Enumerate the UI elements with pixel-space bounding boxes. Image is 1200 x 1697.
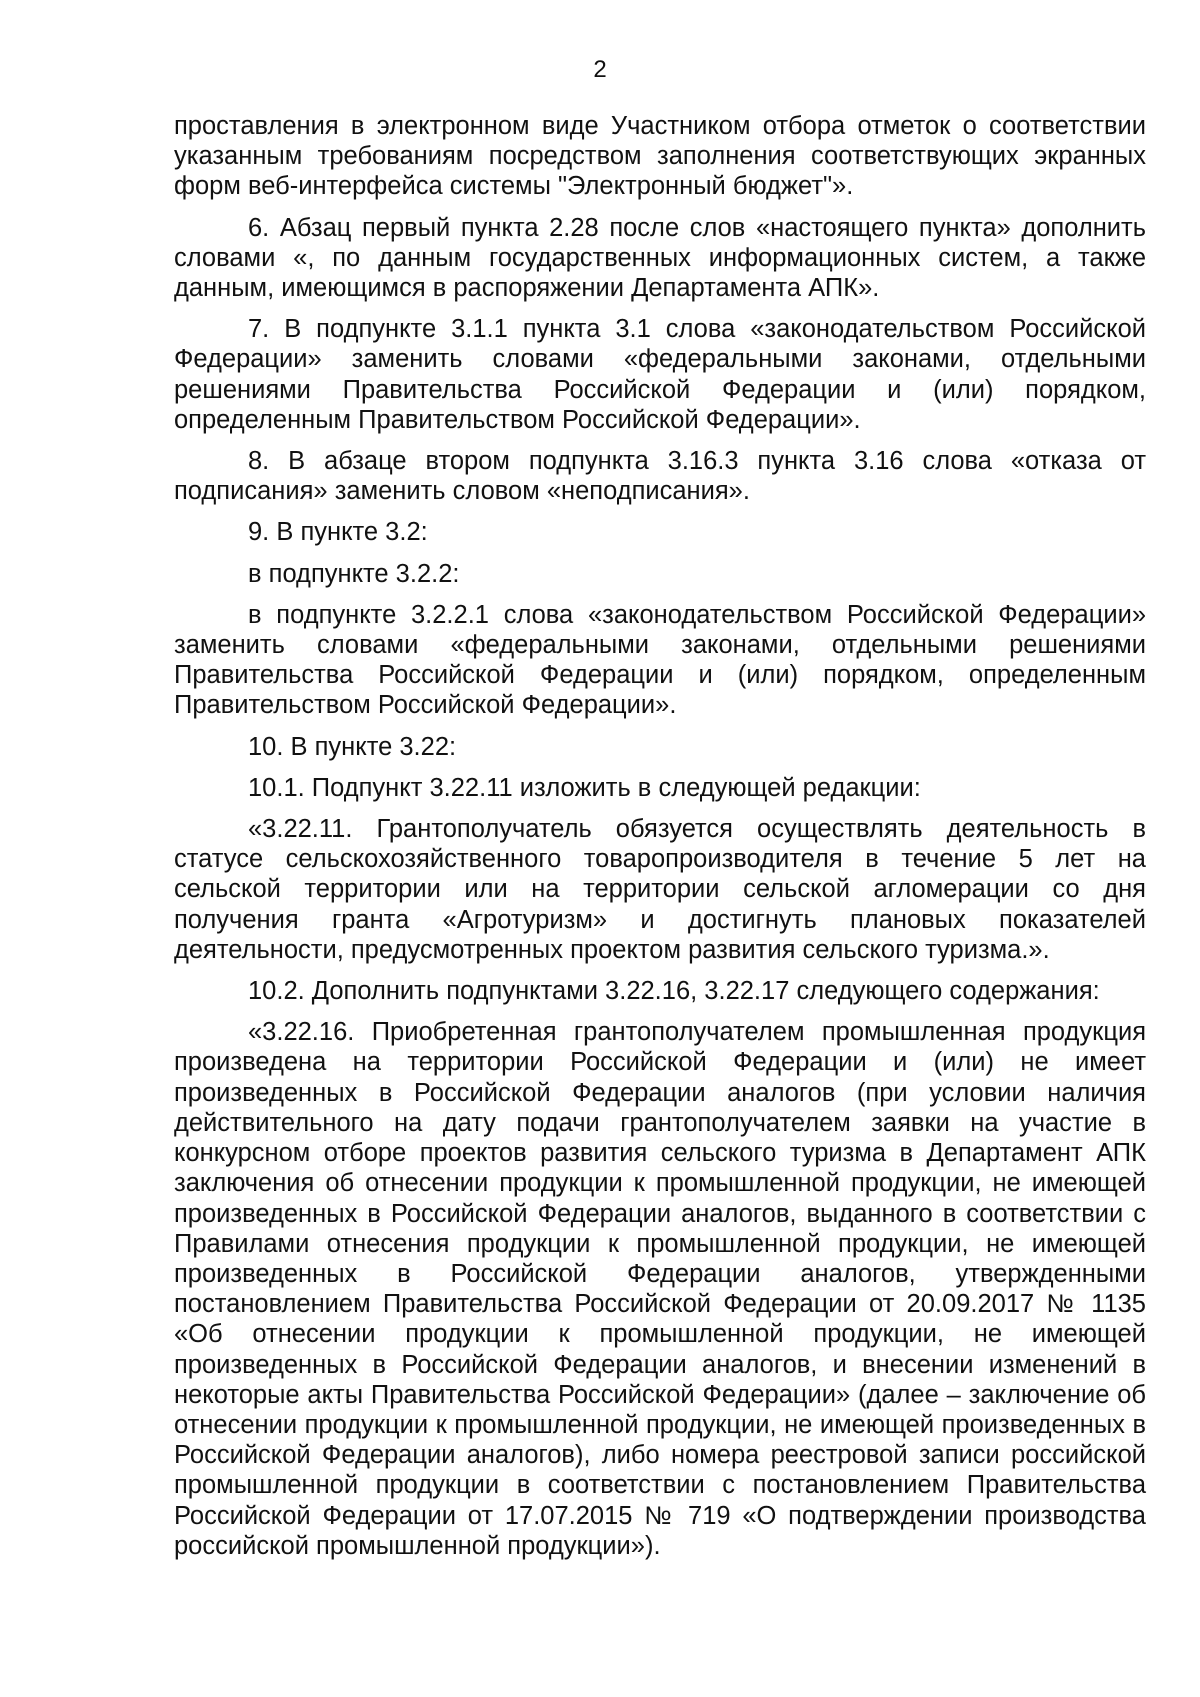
paragraph-item-10-2: 10.2. Дополнить подпунктами 3.22.16, 3.22.17 следующего содержания: <box>248 977 1100 1006</box>
paragraph-continuation: проставления в электронном виде Участником отбора отметок о соответствии указанным требованиям посредством заполнения соответствующих экранных форм веб-интерфейса системы "Электронный бюджет"». <box>174 112 1146 201</box>
paragraph-subitem-3-2-2-1: в подпункте 3.2.2.1 слова «законодательством Российской Федерации» заменить словами «федеральными законами, отдельными решениями Правительства Российской Федерации и (или) порядком, определенным Правительством Российской Федерации». <box>174 600 1146 720</box>
paragraph-item-10: 10. В пункте 3.22: <box>248 732 457 761</box>
page-number: 2 <box>593 56 607 83</box>
document-body <box>174 111 1146 1572</box>
paragraph-item-10-1: 10.1. Подпункт 3.22.11 изложить в следующей редакции: <box>248 773 921 802</box>
paragraph-item-8: 8. В абзаце втором подпункта 3.16.3 пункта 3.16 слова «отказа от подписания» заменить словом «неподписания». <box>174 447 1146 506</box>
paragraph-quote-3-22-11: «3.22.11. Грантополучатель обязуется осуществлять деятельность в статусе сельскохозяйственного товаропроизводителя в течение 5 лет на сельской территории или на территории сельской агломерации со дня получения гранта «Агротуризм» и достигнуть плановых показателей деятельности, предусмотренных проектом развития сельского туризма.». <box>174 815 1146 964</box>
paragraph-item-6: 6. Абзац первый пункта 2.28 после слов «настоящего пункта» дополнить словами «, по данным государственных информационных систем, а также данным, имеющимся в распоряжении Департамента АПК». <box>174 213 1146 303</box>
paragraph-quote-3-22-16: «3.22.16. Приобретенная грантополучателем промышленная продукция произведена на территории Российской Федерации и (или) не имеет произведенных в Российской Федерации аналогов (при условии наличия действительного на дату подачи грантополучателем заявки на участие в конкурсном отборе проектов развития сельского туризма в Департамент АПК заключения об отнесении продукции к промышленной продукции, не имеющей произведенных в Российской Федерации аналогов, выданного в соответствии с Правилами отнесения продукции к промышленной продукции, не имеющей произведенных в Российской Федерации аналогов, утвержденными постановлением Правительства Российской Федерации от 20.09.2017 № 1135 «Об отнесении продукции к промышленной продукции, не имеющей произведенных в Российской Федерации аналогов, и внесении изменений в некоторые акты Правительства Российской Федерации» (далее – заключение об отнесении продукции к промышленной продукции, не имеющей произведенных в Российской Федерации аналогов), либо номера реестровой записи российской промышленной продукции в соответствии с постановлением Правительства Российской Федерации от 17.07.2015 № 719 «О подтверждении производства российской промышленной продукции»). <box>174 1018 1146 1560</box>
paragraph-item-7: 7. В подпункте 3.1.1 пункта 3.1 слова «законодательством Российской Федерации» заменить словами «федеральными законами, отдельными решениями Правительства Российской Федерации и (или) порядком, определенным Правительством Российской Федерации». <box>174 315 1146 434</box>
paragraph-subitem-3-2-2: в подпункте 3.2.2: <box>248 559 460 588</box>
paragraph-item-9: 9. В пункте 3.2: <box>248 518 428 547</box>
